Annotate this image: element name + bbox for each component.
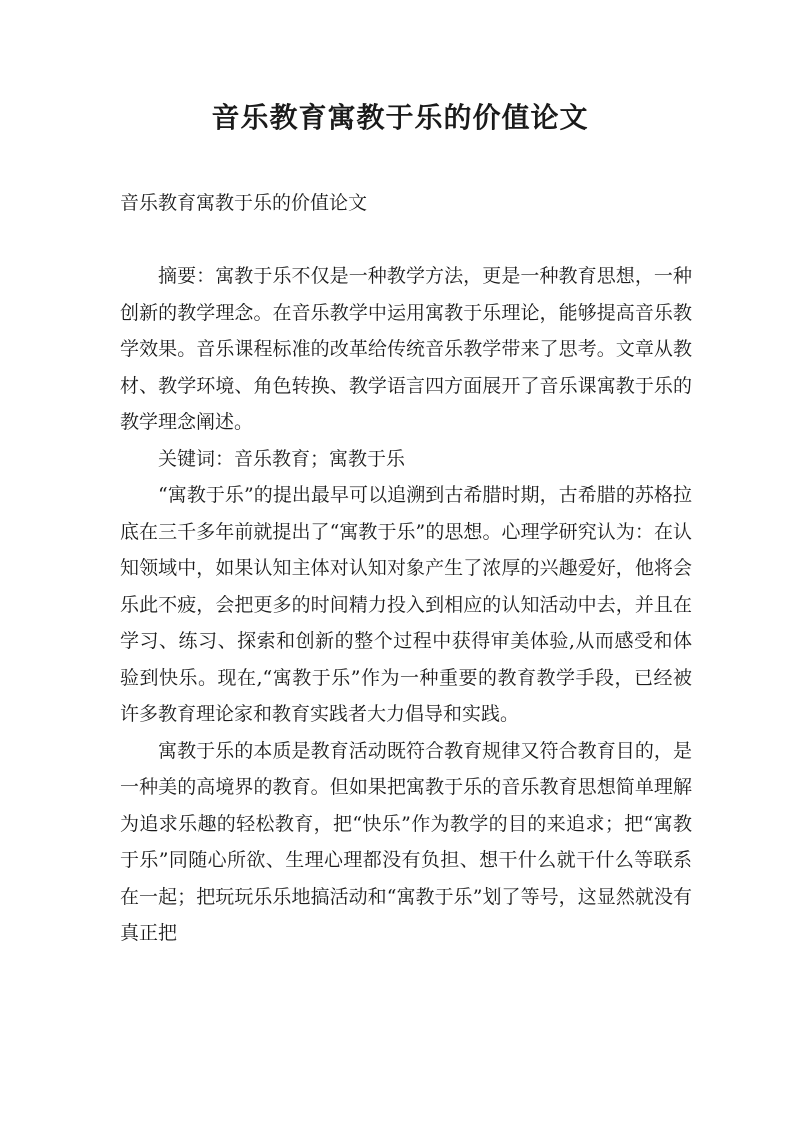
body-paragraph: “寓教于乐”的提出最早可以追溯到古希腊时期，古希腊的苏格拉底在三千多年前就提出了“寓教于乐”的思想。心理学研究认为：在认知领域中，如果认知主体对认知对象产生了浓厚的兴趣爱好，他将会乐此不疲，会把更多的时间精力投入到相应的认知活动中去，并且在学习、练习、探索和创新的整个过程中获得审美体验,从而感受和体验到快乐。现在,“寓教于乐”作为一种重要的教育教学手段，已经被许多教育理论家和教育实践者大力倡导和实践。 xyxy=(120,484,692,725)
document-body xyxy=(120,258,692,952)
document-subtitle: 音乐教育寓教于乐的价值论文 xyxy=(120,192,368,214)
abstract-paragraph: 摘要：寓教于乐不仅是一种教学方法，更是一种教育思想，一种创新的教学理念。在音乐教学中运用寓教于乐理论，能够提高音乐教学效果。音乐课程标准的改革给传统音乐教学带来了思考。文章从教材、教学环境、角色转换、教学语言四方面展开了音乐课寓教于乐的教学理念阐述。 xyxy=(120,265,692,433)
document-title: 音乐教育寓教于乐的价值论文 xyxy=(211,101,589,134)
body-paragraph: 寓教于乐的本质是教育活动既符合教育规律又符合教育目的，是一种美的高境界的教育。但如果把寓教于乐的音乐教育思想简单理解为追求乐趣的轻松教育，把“快乐”作为教学的目的来追求；把“寓教于乐”同随心所欲、生理心理都没有负担、想干什么就干什么等联系在一起；把玩玩乐乐地搞活动和“寓教于乐”划了等号，这显然就没有真正把 xyxy=(120,739,692,944)
keywords-paragraph: 关键词：音乐教育；寓教于乐 xyxy=(158,447,406,470)
